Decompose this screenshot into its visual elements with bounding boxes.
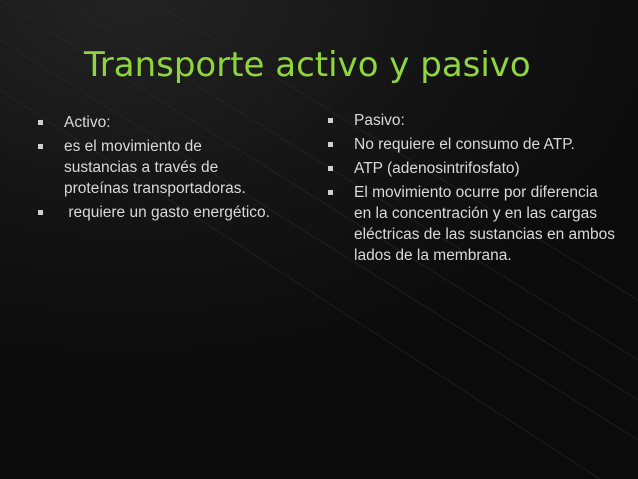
list-item-text: Pasivo:	[354, 112, 405, 129]
list-item-text: es el movimiento de sustancias a través de proteínas transportadoras.	[64, 138, 246, 197]
list-item-text: El movimiento ocurre por diferencia en la concentración y en las cargas eléctricas de las sustancias en ambos lados de la membrana.	[354, 184, 616, 264]
list-item-text: Activo:	[64, 114, 111, 131]
list-item	[328, 182, 618, 266]
square-bullet-icon	[328, 190, 333, 195]
square-bullet-icon	[328, 142, 333, 147]
list-item	[328, 110, 618, 131]
list-item-text: No requiere el consumo de ATP.	[354, 136, 575, 153]
left-bullet-list	[38, 112, 278, 226]
list-item	[328, 158, 618, 179]
slide-title: Transporte activo y pasivo	[84, 45, 531, 85]
list-item	[328, 134, 618, 155]
square-bullet-icon	[328, 118, 333, 123]
list-item	[38, 112, 278, 133]
list-item-text: ATP (adenosintrifosfato)	[354, 160, 520, 177]
list-item-text: requiere un gasto energético.	[64, 204, 270, 221]
list-item	[38, 202, 278, 223]
right-bullet-list	[328, 110, 618, 269]
square-bullet-icon	[328, 166, 333, 171]
square-bullet-icon	[38, 210, 43, 215]
square-bullet-icon	[38, 144, 43, 149]
square-bullet-icon	[38, 120, 43, 125]
list-item	[38, 136, 278, 199]
